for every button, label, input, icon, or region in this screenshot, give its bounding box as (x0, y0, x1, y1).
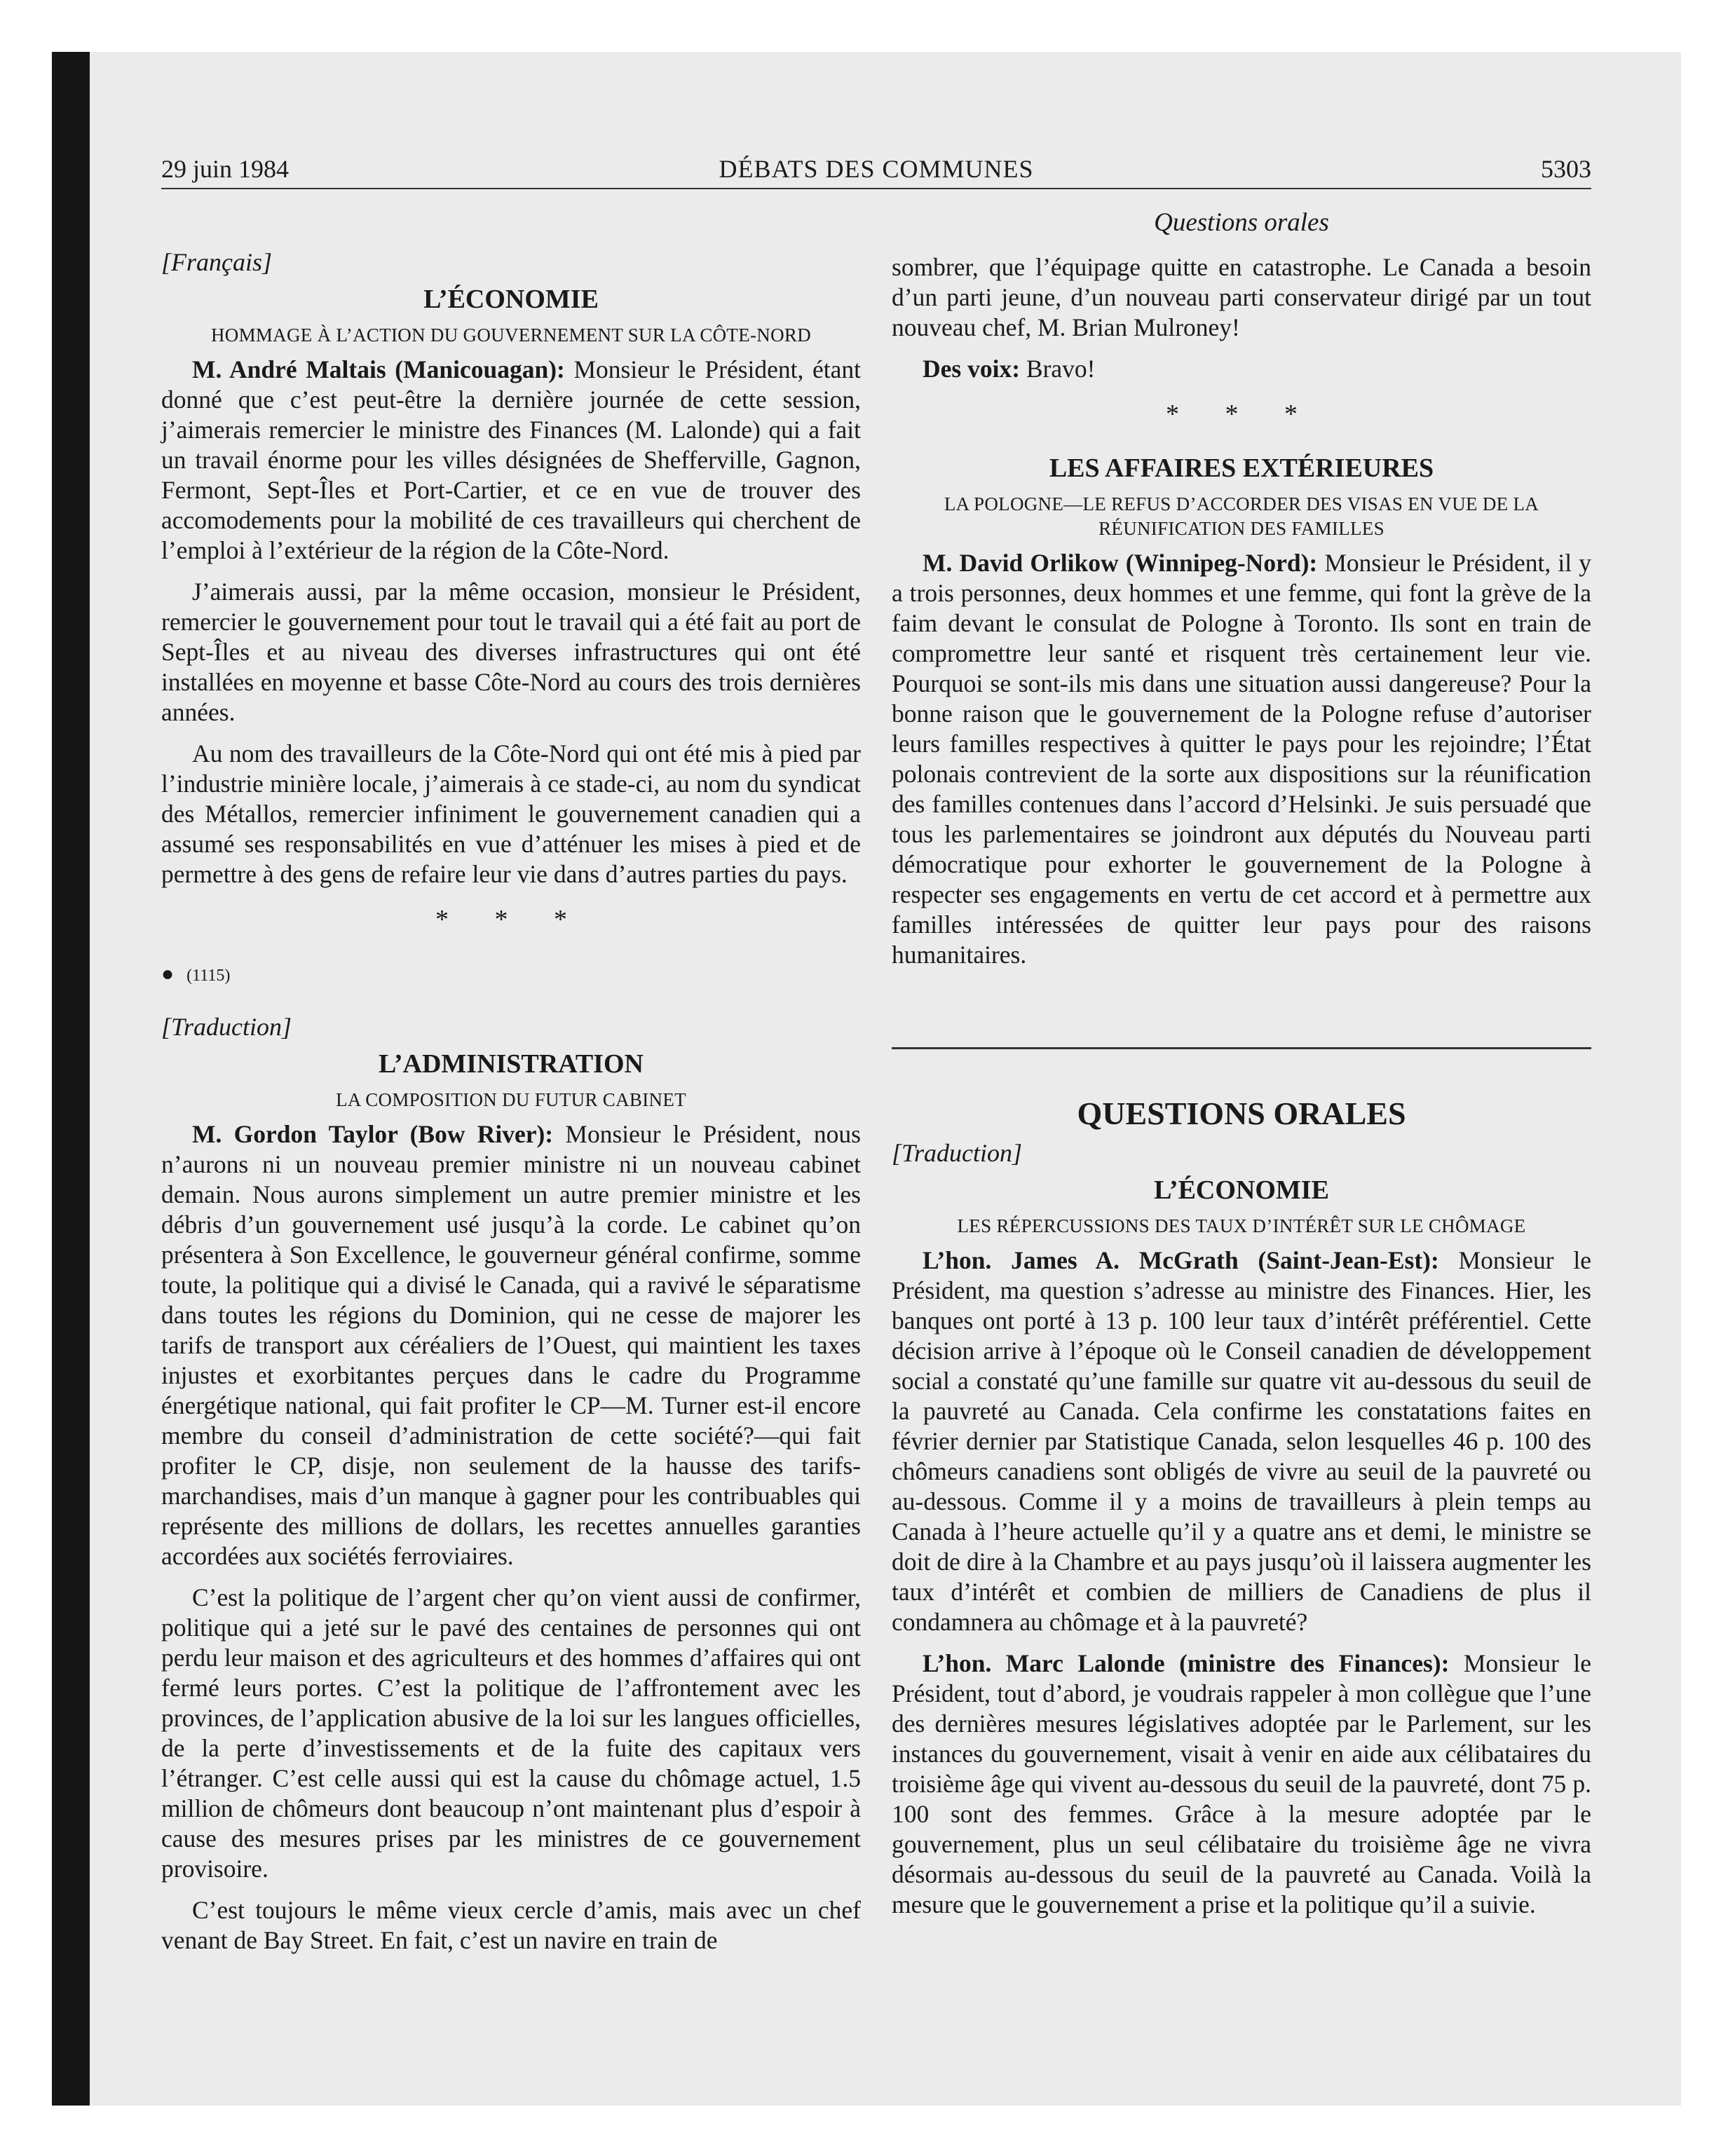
paragraph-text: Monsieur le Président, il y a trois personnes, deux hommes et une femme, qui font la grève de la faim devant le consulat de Pologne à Toronto. Ils sont en train de compromettre leur santé et risquent très certainement leur vie. Pourquoi se sont-ils mis dans une situation aussi dangereuse? Pour la bonne raison que le gouvernement de la Pologne refuse d’autoriser leurs familles respectives à quitter le pays pour les rejoindre; l’État polonais contrevient de la sorte aux dispositions sur la réunification des familles contenues dans l’accord d’Helsinki. Je suis persuadé que tous les parlementaires se joindront aux députés du Nouveau parti démocratique pour exhorter le gouvernement de la Pologne à respecter ses engagements en vertu de cet accord et à permettre aux familles intéressées de quitter leur pays pour des raisons humanitaires. (892, 549, 1591, 969)
publication-title: DÉBATS DES COMMUNES (719, 155, 1034, 183)
speaker-name: M. André Maltais (Manicouagan): (192, 355, 565, 383)
major-heading: QUESTIONS ORALES (1077, 1096, 1406, 1131)
paragraph (892, 1246, 1591, 1637)
page-number: 5303 (1541, 155, 1591, 183)
time-marker (161, 959, 861, 991)
paragraph (892, 354, 1591, 384)
section-separator: * * * (435, 905, 587, 934)
section-heading: L’ADMINISTRATION (379, 1049, 644, 1079)
paragraph (892, 548, 1591, 970)
paragraph-text: Monsieur le Président, étant donné que c’est peut-être la dernière journée de cette session, j’aimerais remercier le ministre des Finances (M. Lalonde) qui a fait un travail énorme pour les villes désignées de Shefferville, Gagnon, Fermont, Sept-Îles et Port-Cartier, et ce en vue de trouver des accomodements pour la mobilité de ces travailleurs qui cherchent de l’emploi à l’extérieur de la région de la Côte-Nord. (161, 355, 861, 564)
header-date: 29 juin 1984 (161, 155, 290, 183)
paragraph-text: Monsieur le Président, ma question s’adresse au ministre des Finances. Hier, les banques ont porté à 13 p. 100 leur taux d’intérêt préférentiel. Cette décision arrive à l’époque où le Conseil canadien de développement social a constaté qu’une famille sur quatre vit au-dessous du seuil de la pauvreté au Canada. Cela confirme les constatations faites en février dernier par Statistique Canada, selon lesquelles 46 p. 100 des chômeurs canadiens sont obligés de vivre au seuil de la pauvreté ou au-dessous. Comme il y a moins de travailleurs à plein temps au Canada à l’heure actuelle qu’il y a quatre ans et demi, le ministre se doit de dire à la Chambre et au pays jusqu’où il laissera augmenter les taux d’intérêt et combien de milliers de Canadiens de plus il condamnera au chômage et à la pauvreté? (892, 1246, 1591, 1636)
running-head: Questions orales (1154, 208, 1329, 237)
paragraph (161, 355, 861, 566)
paragraph: C’est la politique de l’argent cher qu’on vient aussi de confirmer, politique qui a jeté sur le pavé des centaines de personnes qui ont perdu leur maison et des agriculteurs et des hommes d’affaires qui ont fermé leurs portes. C’est la politique de l’affrontement avec les provinces, de l’application abusive de la loi sur les langues officielles, de la perte d’investissements et de la fuite des capitaux vers l’étranger. C’est celle aussi qui est la cause du chômage actuel, 1.5 million de chômeurs dont beaucoup n’ont maintenant plus d’espoir à cause des mesures prises par les ministres de ce gouvernement provisoire. (161, 1583, 861, 1883)
section-heading: LES AFFAIRES EXTÉRIEURES (1049, 453, 1434, 483)
speaker-name: M. Gordon Taylor (Bow River): (192, 1120, 554, 1148)
subheading: LA POLOGNE—LE REFUS D’ACCORDER DES VISAS EN VUE DE LA RÉUNIFICATION DES FAMILLES (944, 493, 1539, 539)
section-heading: L’ÉCONOMIE (423, 285, 599, 314)
bullet-icon: ● (161, 962, 175, 985)
section-heading: L’ÉCONOMIE (1154, 1175, 1329, 1205)
time-marker-text: (1115) (186, 967, 231, 985)
section-separator: * * * (1166, 400, 1317, 429)
subheading: LA COMPOSITION DU FUTUR CABINET (336, 1089, 686, 1110)
paragraph: sombrer, que l’équipage quitte en catastrophe. Le Canada a besoin d’un parti jeune, d’un nouveau parti conservateur dirigé par un tout nouveau chef, M. Brian Mulroney! (892, 253, 1591, 341)
section-rule (892, 1047, 1591, 1049)
paragraph: J’aimerais aussi, par la même occasion, monsieur le Président, remercier le gouvernement pour tout le travail qui a été fait au port de Sept-Îles et au niveau des diverses infrastructures qui ont été installées en moyenne et basse Côte-Nord au cours des trois dernières années. (161, 578, 861, 726)
paragraph (161, 1119, 861, 1571)
speaker-name: L’hon. James A. McGrath (Saint-Jean-Est): (923, 1246, 1439, 1274)
paragraph: Au nom des travailleurs de la Côte-Nord qui ont été mis à pied par l’industrie minière locale, j’aimerais à ce stade-ci, au nom du syndicat des Métallos, remercier infiniment le gouvernement canadien qui a assumé ses responsabilités en vue d’atténuer les mises à pied et de permettre à des gens de refaire leur vie dans d’autres parties du pays. (161, 739, 861, 888)
subheading: HOMMAGE À L’ACTION DU GOUVERNEMENT SUR LA CÔTE-NORD (210, 325, 812, 346)
right-column (892, 252, 1591, 1931)
language-tag: [Traduction] (161, 1013, 292, 1041)
page-header (161, 154, 1591, 189)
speaker-name: Des voix: (923, 355, 1021, 383)
speaker-name: M. David Orlikow (Winnipeg-Nord): (923, 549, 1318, 577)
language-tag: [Traduction] (892, 1139, 1023, 1167)
language-tag: [Français] (161, 248, 273, 276)
paragraph (892, 1649, 1591, 1920)
paragraph: C’est toujours le même vieux cercle d’amis, mais avec un chef venant de Bay Street. En fait, c’est un navire en train de (161, 1896, 861, 1954)
left-column (161, 242, 861, 1967)
scan-edge (52, 52, 90, 2106)
subheading: LES RÉPERCUSSIONS DES TAUX D’INTÉRÊT SUR LE CHÔMAGE (957, 1215, 1526, 1236)
paragraph-text: Bravo! (1020, 355, 1096, 383)
speaker-name: L’hon. Marc Lalonde (ministre des Finances): (923, 1649, 1450, 1677)
paragraph-text: Monsieur le Président, nous n’aurons ni un nouveau premier ministre ni un nouveau cabinet demain. Nous aurons simplement un autre premier ministre et les débris d’un gouvernement usé jusqu’à la corde. Le cabinet qu’on présentera à Son Excellence, le gouverneur général confirme, somme toute, la politique qui a divisé le Canada, qui a ravivé le séparatisme dans toutes les régions du Dominion, qui ne cesse de majorer les tarifs de transport aux céréaliers de l’Ouest, qui maintient les taxes injustes et exorbitantes perçues dans le cadre du Programme énergétique national, qui fait profiter le CP—M. Turner est-il encore membre du conseil d’administration de cette société?—qui fait profiter le CP, disje, non seulement de la hausse des tarifs-marchandises, mais d’un manque à gagner pour les contribuables qui représente des millions de dollars, les recettes annuelles garanties accordées aux sociétés ferroviaires. (161, 1120, 861, 1570)
paragraph-text: Monsieur le Président, tout d’abord, je voudrais rappeler à mon collègue que l’une des dernières mesures législatives adoptée par le Parlement, sur les instances du gouvernement, visait à venir en aide aux célibataires du troisième âge qui vivent au-dessous du seuil de la pauvreté, dont 75 p. 100 sont des femmes. Grâce à la mesure adoptée par le gouvernement, plus un seul célibataire du troisième âge ne vivra désormais au-dessous du seuil de la pauvreté au Canada. Voilà la mesure que le gouvernement a prise et la politique qu’il a suivie. (892, 1649, 1591, 1918)
